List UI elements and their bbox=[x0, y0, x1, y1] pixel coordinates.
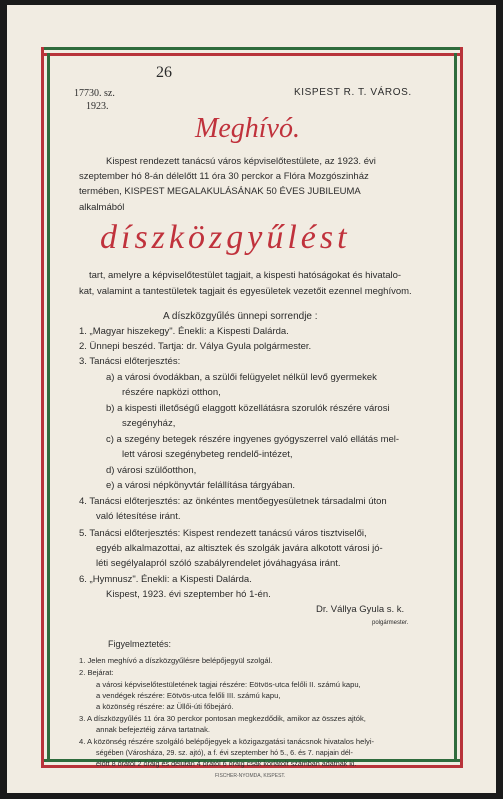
printer-mark: FISCHER-NYOMDA, KISPEST. bbox=[215, 773, 286, 779]
intro-line: alkalmából bbox=[79, 202, 125, 213]
note-item: 2. Bejárat: bbox=[79, 668, 114, 677]
note-item: a városi képviselőtestületének tagjai részére: Eötvös-utca felőli II. számú kapu, bbox=[96, 680, 361, 689]
invite-line: tart, amelyre a képviselőtestület tagjait, a kispesti hatóságokat és hivatalo- bbox=[89, 270, 402, 281]
program-item: e) a városi népkönyvtár felállítása tárgyában. bbox=[106, 480, 296, 491]
program-item: 2. Ünnepi beszéd. Tartja: dr. Válya Gyula polgármester. bbox=[79, 341, 312, 352]
note-item: 4. A közönség részére szolgáló belépőjegyek a közigazgatási tanácsnok hivatalos helyi- bbox=[79, 737, 375, 746]
note-item: előtt 8 órától 2 óráig és délután 4 órától 6 óráig csak korlátolt számban adatnak ki. bbox=[96, 759, 357, 768]
program-item: 4. Tanácsi előterjesztés: az önkéntes mentőegyesületnek társadalmi úton bbox=[79, 496, 387, 507]
notes-title: Figyelmeztetés: bbox=[108, 639, 172, 649]
program-item: való létesítése iránt. bbox=[96, 511, 181, 522]
program-item: 3. Tanácsi előterjesztés: bbox=[79, 356, 181, 367]
program-item: léti segélyalapról szóló szabályrendelet jóváhagyása iránt. bbox=[96, 558, 341, 569]
program-item: lett városi szegénybeteg rendelő-intézet, bbox=[122, 449, 293, 460]
border-right-green bbox=[454, 53, 457, 762]
program-item: részére napközi otthon, bbox=[122, 387, 221, 398]
border-top-red bbox=[41, 53, 463, 56]
note-item: annak befejeztéig zárva tartatnak. bbox=[96, 725, 210, 734]
page-number: 26 bbox=[156, 64, 172, 81]
program-item: egyéb alkalmazottai, az altisztek és szolgák javára alkotott városi jó- bbox=[96, 543, 383, 554]
program-item: c) a szegény betegek részére ingyenes gyógyszerrel való ellátás mel- bbox=[106, 434, 400, 445]
document-number: 17730. sz. bbox=[74, 88, 115, 99]
program-item: szegényház, bbox=[122, 418, 176, 429]
program-item: a) a városi óvodákban, a szülői felügyelet nélkül levő gyermekek bbox=[106, 372, 377, 383]
note-item: 1. Jelen meghívó a díszközgyűlésre belépőjegyül szolgál. bbox=[79, 656, 273, 665]
signature-title: polgármester. bbox=[372, 620, 409, 626]
program-item: 6. „Hymnusz". Énekli: a Kispesti Dalárda. bbox=[79, 574, 252, 585]
headline: díszközgyűlést bbox=[100, 219, 351, 256]
note-item: 3. A díszközgyűlés 11 óra 30 perckor pontosan megkezdődik, amikor az összes ajtók, bbox=[79, 714, 366, 723]
border-left-green bbox=[47, 53, 50, 762]
program-item: 1. „Magyar hiszekegy". Énekli: a Kispesti Dalárda. bbox=[79, 326, 289, 337]
signature: Dr. Vállya Gyula s. k. bbox=[316, 604, 405, 615]
note-item: a vendégek részére: Eötvös-utca felőli III. számú kapu, bbox=[96, 691, 281, 700]
border-left-red bbox=[41, 47, 44, 768]
page-title: Meghívó. bbox=[195, 113, 300, 144]
program-item: d) városi szülőotthon, bbox=[106, 465, 197, 476]
program-item: 5. Tanácsi előterjesztés: Kispest rendezett tanácsú város tisztviselői, bbox=[79, 528, 367, 539]
document-year: 1923. bbox=[86, 101, 109, 112]
note-item: ségében (Városháza, 29. sz. ajtó), a f. évi szeptember hó 5., 6. és 7. napjain dél- bbox=[96, 748, 353, 757]
border-top-green bbox=[41, 47, 463, 50]
date-line: Kispest, 1923. évi szeptember hó 1-én. bbox=[106, 589, 271, 600]
note-item: a közönség részére: az Üllői-úti főbejáró. bbox=[96, 702, 234, 711]
intro-line: Kispest rendezett tanácsú város képviselőtestülete, az 1923. évi bbox=[106, 156, 376, 167]
program-item: b) a kispesti illetőségű elaggott közellátásra szorulók részére városi bbox=[106, 403, 390, 414]
border-right-red bbox=[460, 47, 463, 768]
intro-line: szeptember hó 8-án délelőtt 11 óra 30 perckor a Flóra Mozgószinház bbox=[79, 171, 369, 182]
invite-line: kat, valamint a tantestületek tagjait és egyesületek vezetőit ezennel meghívom. bbox=[79, 286, 412, 297]
city-name: KISPEST R. T. VÁROS. bbox=[294, 87, 412, 98]
program-title: A díszközgyűlés ünnepi sorrendje : bbox=[163, 311, 318, 322]
intro-line: termében, KISPEST MEGALAKULÁSÁNAK 50 ÉVES JUBILEUMA bbox=[79, 186, 361, 197]
